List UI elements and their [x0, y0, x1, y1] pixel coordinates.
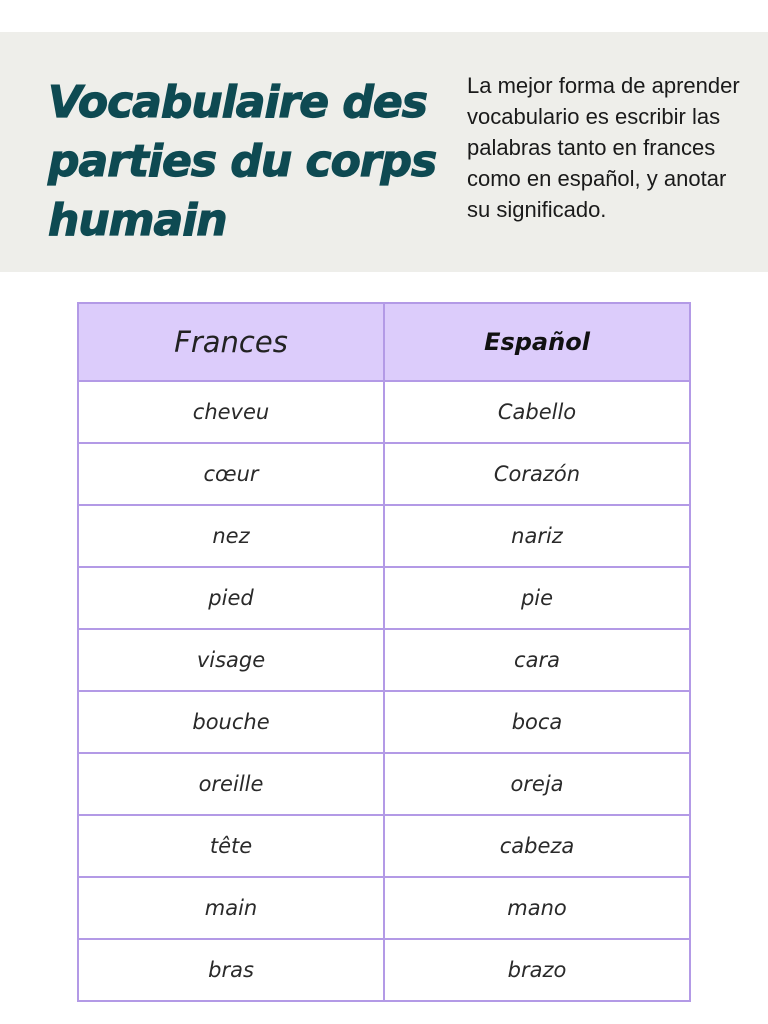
table-row [78, 381, 690, 443]
cell-spanish: mano [384, 877, 690, 939]
table-row [78, 939, 690, 1001]
cell-french: visage [78, 629, 384, 691]
header-spanish: Español [384, 303, 690, 381]
table-row [78, 691, 690, 753]
cell-spanish: cara [384, 629, 690, 691]
table-row [78, 877, 690, 939]
cell-french: tête [78, 815, 384, 877]
cell-spanish: brazo [384, 939, 690, 1001]
cell-french: cheveu [78, 381, 384, 443]
cell-french: nez [78, 505, 384, 567]
cell-spanish: oreja [384, 753, 690, 815]
cell-spanish: Cabello [384, 381, 690, 443]
header-french: Frances [78, 303, 384, 381]
table-row [78, 567, 690, 629]
table-row [78, 629, 690, 691]
cell-french: cœur [78, 443, 384, 505]
cell-spanish: nariz [384, 505, 690, 567]
cell-spanish: cabeza [384, 815, 690, 877]
table-header-row [78, 303, 690, 381]
intro-text: La mejor forma de aprender vocabulario es escribir las palabras tanto en frances como en español, y anotar su significado. [467, 73, 740, 222]
table-row [78, 505, 690, 567]
cell-french: bras [78, 939, 384, 1001]
table-row [78, 443, 690, 505]
table-row [78, 815, 690, 877]
cell-french: bouche [78, 691, 384, 753]
cell-french: main [78, 877, 384, 939]
cell-french: pied [78, 567, 384, 629]
cell-spanish: boca [384, 691, 690, 753]
cell-spanish: Corazón [384, 443, 690, 505]
vocabulary-table [77, 302, 691, 1002]
cell-french: oreille [78, 753, 384, 815]
page-title: Vocabulaire des parties du corps humain [48, 77, 437, 246]
cell-spanish: pie [384, 567, 690, 629]
table-row [78, 753, 690, 815]
